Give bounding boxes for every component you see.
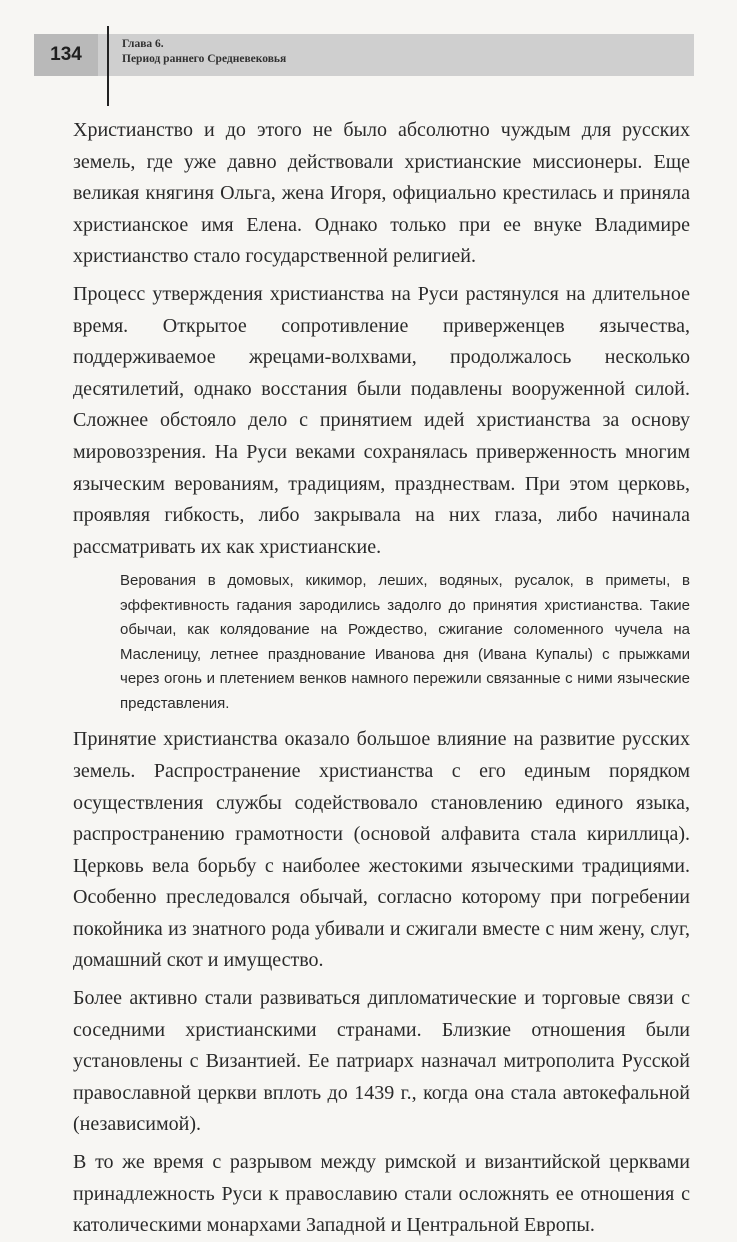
sidebar-note: Верования в домовых, кикимор, леших, водяных, русалок, в приметы, в эффективность гадания зародились задолго до принятия христианства. Такие обычаи, как колядование на Рождество, сжигание соломенного чучела на Масленицу, летнее празднование Иванова дня (Ивана Купалы) с прыжками через огонь и плетением венков намного пережили связанные с ними языческие представления. <box>120 572 690 712</box>
running-header <box>122 37 286 67</box>
page-number: 134 <box>50 44 82 65</box>
paragraph-2: Процесс утверждения христианства на Руси растянулся на длительное время. Открытое сопротивление приверженцев язычества, поддерживаемое жрецами-волхвами, продолжалось несколько десятилетий, однако восстания были подавлены вооруженной силой. Сложнее обстояло дело с принятием идей христианства за основу мировоззрения. На Руси веками сохранялась приверженность многим языческим верованиям, традициям, празднествам. При этом церковь, проявляя гибкость, либо закрывала на них глаза, либо начинала рассматривать их как христианские. <box>73 282 690 558</box>
main-text <box>73 115 690 1242</box>
paragraph-5: В то же время с разрывом между римской и византийской церквами принадлежность Руси к православию стали осложнять ее отношения с католическими монархами Западной и Центральной Европы. <box>73 1151 690 1237</box>
page-number-box <box>34 34 98 76</box>
paragraph-1: Христианство и до этого не было абсолютно чуждым для русских земель, где уже давно действовали христианские миссионеры. Еще великая княгиня Ольга, жена Игоря, официально крестилась и приняла христианское имя Елена. Однако только при ее внуке Владимире христианство стало государственной религией. <box>73 119 690 268</box>
paragraph-3: Принятие христианства оказало большое влияние на развитие русских земель. Распространение христианства с его единым порядком осуществления службы содействовало становлению единого языка, распространению грамотности (основой алфавита стала кириллица). Церковь вела борьбу с наиболее жестокими языческими традициями. Особенно преследовался обычай, согласно которому при погребении покойника из знатного рода убивали и сжигали вместе с ним жену, слуг, домашний скот и имущество. <box>73 728 690 972</box>
paragraph-4: Более активно стали развиваться дипломатические и торговые связи с соседними христианскими странами. Близкие отношения были установлены с Византией. Ее патриарх назначал митрополита Русской православной церкви вплоть до 1439 г., когда она стала автокефальной (независимой). <box>73 987 690 1136</box>
section-title: Период раннего Средневековья <box>122 53 287 65</box>
header-divider <box>107 26 109 106</box>
chapter-title: Глава 6. <box>122 38 164 50</box>
